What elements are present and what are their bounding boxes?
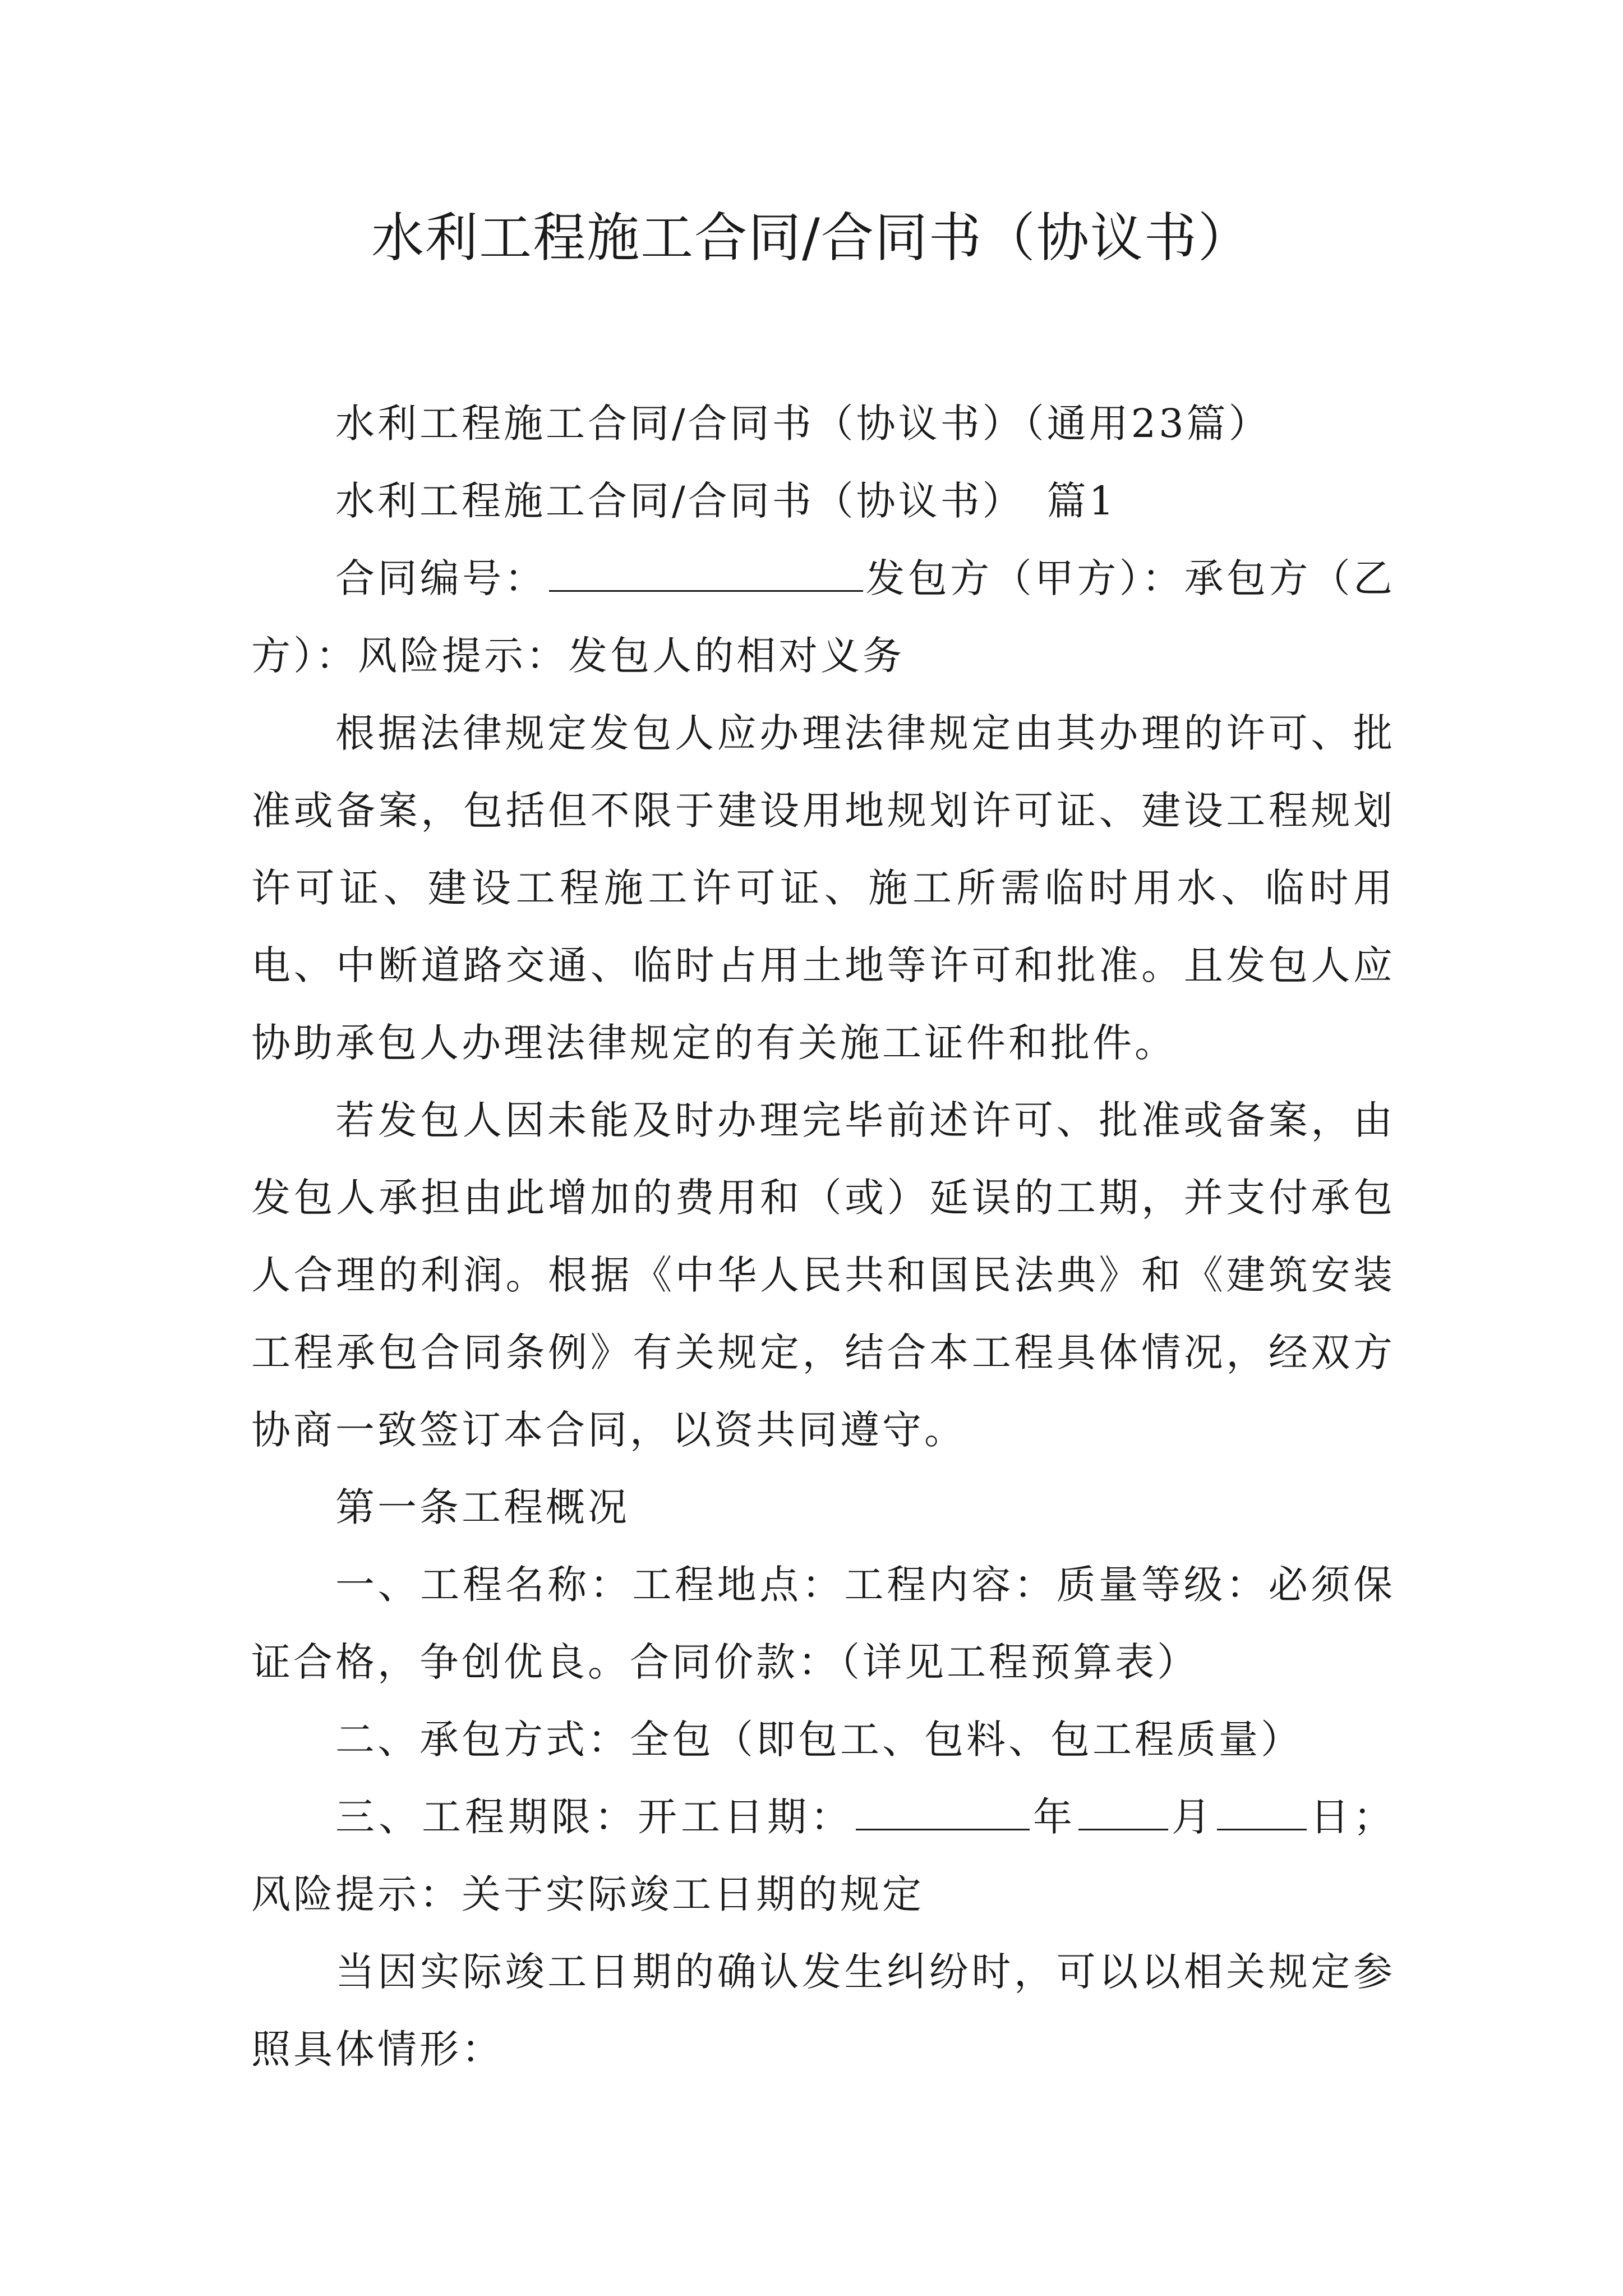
paragraph-contract-parties xyxy=(251,540,1395,694)
month-label: 月 xyxy=(1170,1794,1215,1840)
paragraph-article-heading: 水利工程施工合同/合同书（协议书） 篇1 xyxy=(335,478,1117,524)
day-and-risk-text: 日；风险提示：关于实际竣工日期的规定 xyxy=(251,1794,1395,1917)
paragraph-section-heading: 第一条工程概况 xyxy=(335,1484,630,1530)
document-title: 水利工程施工合同/合同书（协议书） xyxy=(371,208,1252,269)
month-blank xyxy=(1078,1795,1168,1830)
day-blank xyxy=(1217,1795,1307,1830)
year-label: 年 xyxy=(1032,1794,1076,1840)
paragraph-completion-date: 当因实际竣工日期的确认发生纠纷时，可以以相关规定参照具体情形： xyxy=(251,1949,1395,2072)
paragraph-project-overview: 一、工程名称：工程地点：工程内容：质量等级：必须保证合格，争创优良。合同价款：（详见工程预算表） xyxy=(251,1562,1395,1685)
contract-number-label: 合同编号： xyxy=(335,555,547,601)
paragraph-employer-obligations: 根据法律规定发包人应办理法律规定由其办理的许可、批准或备案，包括但不限于建设用地规划许可证、建设工程规划许可证、建设工程施工许可证、施工所需临时用水、临时用电、中断道路交通、临时占用土地等许可和批准。且发包人应协助承包人办理法律规定的有关施工证件和批件。 xyxy=(251,710,1395,1066)
paragraph-collection-title: 水利工程施工合同/合同书（协议书）（通用23篇） xyxy=(335,401,1271,447)
year-blank xyxy=(856,1795,1030,1830)
start-date-label: 三、工程期限：开工日期： xyxy=(335,1794,854,1840)
contract-number-blank xyxy=(549,556,863,592)
paragraph-delay-liability: 若发包人因未能及时办理完毕前述许可、批准或备案，由发包人承担由此增加的费用和（或）延误的工期，并支付承包人合理的利润。根据《中华人民共和国民法典》和《建筑安装工程承包合同条例》有关规定，结合本工程具体情况，经双方协商一致签订本合同，以资共同遵守。 xyxy=(251,1097,1395,1453)
document-body xyxy=(251,385,1395,2088)
paragraph-contract-method: 二、承包方式：全包（即包工、包料、包工程质量） xyxy=(335,1717,1303,1763)
parties-text: 发包方（甲方）：承包方（乙方）：风险提示：发包人的相对义务 xyxy=(251,555,1396,679)
paragraph-project-period xyxy=(251,1778,1395,1933)
